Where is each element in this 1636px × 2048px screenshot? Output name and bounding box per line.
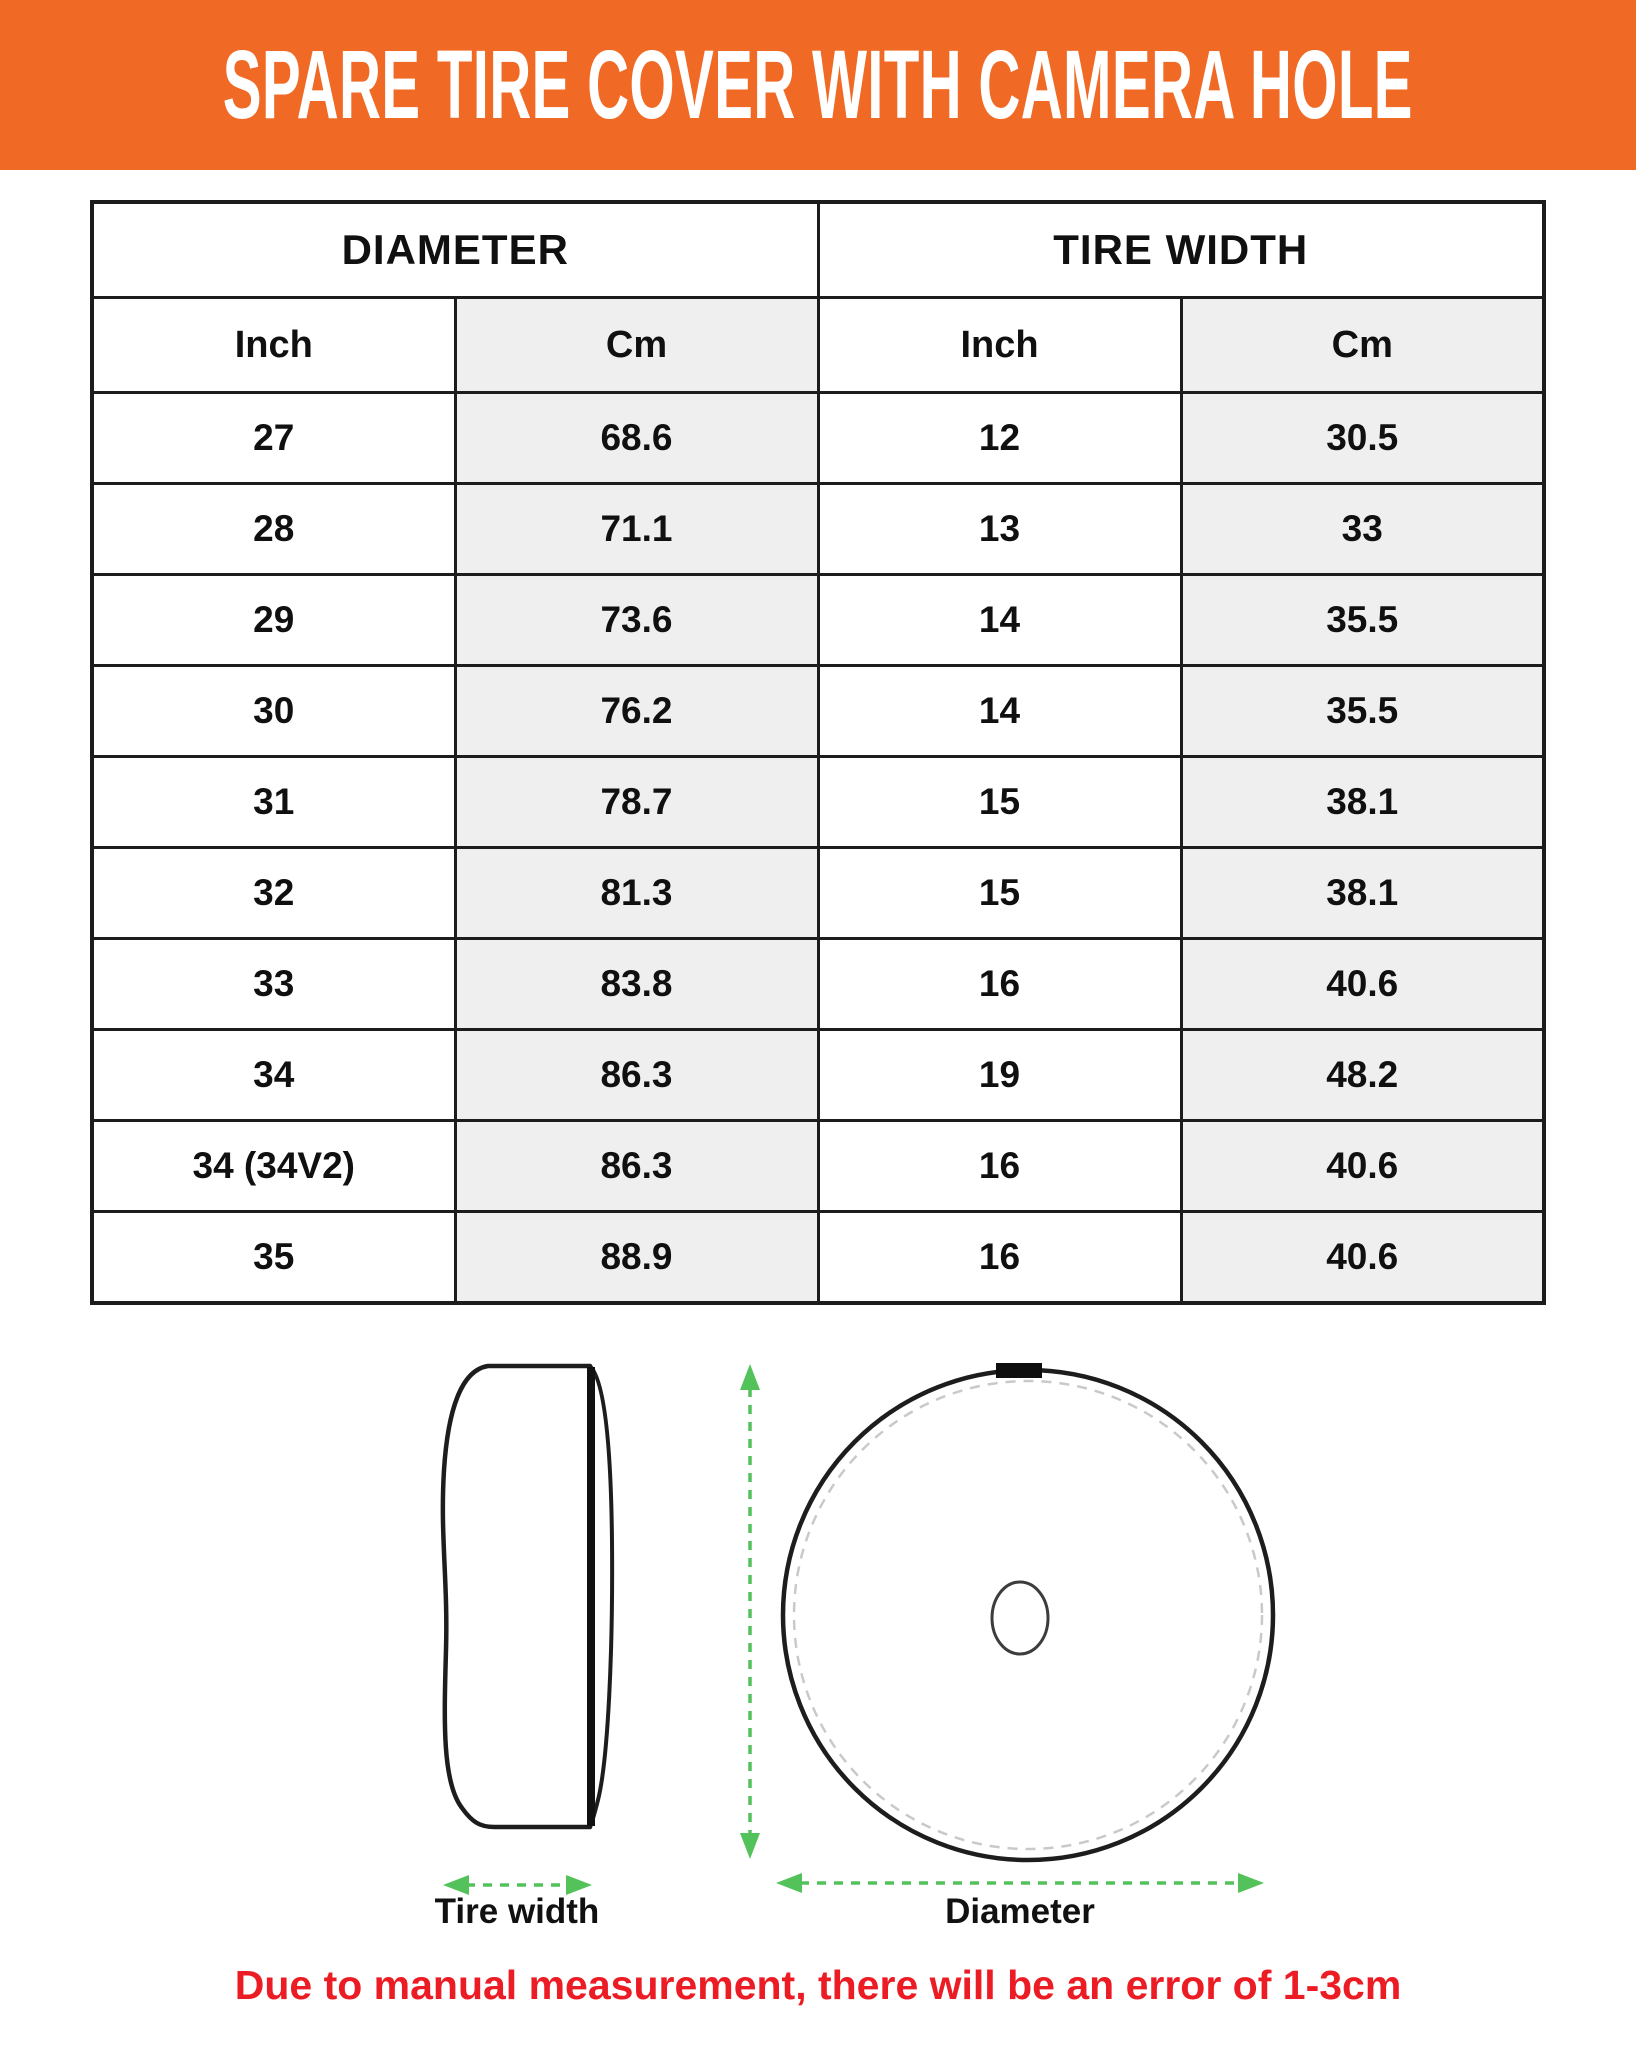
cell-width-cm: 35.5: [1181, 575, 1544, 666]
table-row: [92, 484, 1544, 575]
table-row: [92, 393, 1544, 484]
camera-hole-icon: [992, 1582, 1048, 1654]
tire-side-view: [443, 1366, 612, 1827]
measurement-disclaimer: Due to manual measurement, there will be an error of 1-3cm: [234, 1962, 1402, 2008]
cell-diameter-inch: 34: [92, 1030, 455, 1121]
cell-width-cm: 40.6: [1181, 939, 1544, 1030]
arrow-right-icon: [1238, 1873, 1264, 1893]
cell-diameter-cm: 71.1: [455, 484, 818, 575]
cell-diameter-inch: 30: [92, 666, 455, 757]
side-view-outline: [443, 1366, 590, 1827]
cell-width-inch: 14: [818, 575, 1181, 666]
cell-width-inch: 19: [818, 1030, 1181, 1121]
table-row: [92, 939, 1544, 1030]
cell-width-cm: 40.6: [1181, 1121, 1544, 1212]
top-tab-icon: [996, 1363, 1042, 1378]
cell-diameter-inch: 29: [92, 575, 455, 666]
page-title: SPARE TIRE COVER WITH CAMERA HOLE: [222, 30, 1414, 139]
arrow-up-icon: [740, 1364, 760, 1390]
cell-diameter-inch: 33: [92, 939, 455, 1030]
table-row: [92, 757, 1544, 848]
cell-diameter-cm: 86.3: [455, 1121, 818, 1212]
arrow-down-icon: [740, 1833, 760, 1859]
cell-diameter-inch: 34 (34V2): [92, 1121, 455, 1212]
cell-width-cm: 30.5: [1181, 393, 1544, 484]
table-group-header-row: [92, 202, 1544, 298]
cell-width-inch: 13: [818, 484, 1181, 575]
cell-diameter-inch: 32: [92, 848, 455, 939]
cell-width-cm: 40.6: [1181, 1212, 1544, 1304]
cell-diameter-cm: 68.6: [455, 393, 818, 484]
cell-diameter-cm: 88.9: [455, 1212, 818, 1304]
arrow-left-icon: [776, 1873, 802, 1893]
cell-width-inch: 16: [818, 1212, 1181, 1304]
cell-width-cm: 48.2: [1181, 1030, 1544, 1121]
cell-width-cm: 38.1: [1181, 757, 1544, 848]
cell-width-cm: 35.5: [1181, 666, 1544, 757]
column-header-width-inch: Inch: [818, 298, 1181, 393]
cell-width-inch: 12: [818, 393, 1181, 484]
cell-diameter-cm: 73.6: [455, 575, 818, 666]
cell-diameter-cm: 81.3: [455, 848, 818, 939]
table-row: [92, 666, 1544, 757]
tire-width-label: Tire width: [434, 1892, 600, 1931]
table-row: [92, 848, 1544, 939]
table-row: [92, 1212, 1544, 1304]
column-header-width-cm: Cm: [1181, 298, 1544, 393]
column-header-diameter-inch: Inch: [92, 298, 455, 393]
column-group-diameter: DIAMETER: [92, 202, 818, 298]
table-unit-header-row: [92, 298, 1544, 393]
cell-width-cm: 38.1: [1181, 848, 1544, 939]
vertical-diameter-arrow: [740, 1364, 760, 1859]
cell-diameter-inch: 31: [92, 757, 455, 848]
column-header-diameter-cm: Cm: [455, 298, 818, 393]
cell-diameter-cm: 83.8: [455, 939, 818, 1030]
cell-width-inch: 15: [818, 848, 1181, 939]
diameter-arrow: [776, 1873, 1264, 1893]
cell-width-inch: 15: [818, 757, 1181, 848]
cell-width-inch: 14: [818, 666, 1181, 757]
cell-diameter-cm: 78.7: [455, 757, 818, 848]
table-row: [92, 575, 1544, 666]
cell-diameter-inch: 35: [92, 1212, 455, 1304]
cell-width-inch: 16: [818, 1121, 1181, 1212]
tire-front-view: [783, 1363, 1273, 1860]
cell-diameter-cm: 76.2: [455, 666, 818, 757]
cell-width-cm: 33: [1181, 484, 1544, 575]
tire-diagram: [0, 1330, 1636, 1940]
size-chart-table: [90, 200, 1546, 1305]
cell-width-inch: 16: [818, 939, 1181, 1030]
diameter-label: Diameter: [945, 1892, 1095, 1931]
column-group-tire-width: TIRE WIDTH: [818, 202, 1544, 298]
cell-diameter-cm: 86.3: [455, 1030, 818, 1121]
table-row: [92, 1121, 1544, 1212]
cell-diameter-inch: 27: [92, 393, 455, 484]
banner: [0, 0, 1636, 170]
cell-diameter-inch: 28: [92, 484, 455, 575]
table-row: [92, 1030, 1544, 1121]
